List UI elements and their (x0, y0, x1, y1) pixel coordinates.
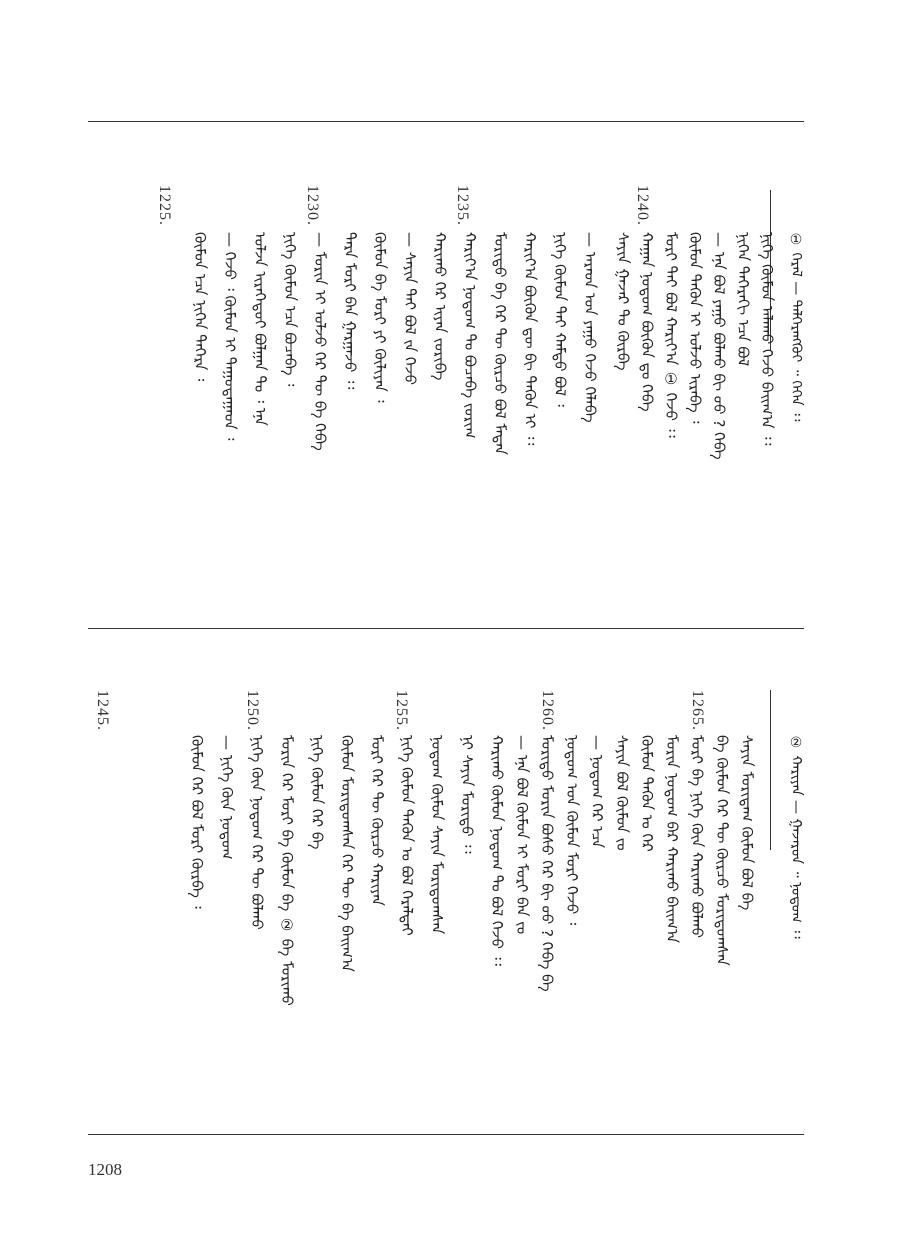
text-line: ᠨᠤᠲᠤᠭ ᠬᠦᠮᠦᠨ ᠰᠠᠶᠢᠨ ᠮᠣᠷᠢᠳᠤᠭᠰᠠᠨ (428, 735, 446, 935)
text-line: — ᠡᠨᠡ ᠪᠣᠯ ᠬᠦᠮᠦᠨ ᠢ ᠮᠣᠷᠢ ᠪᠡᠨ ᠵᠤ (513, 735, 531, 935)
text-line: ᠬᠦᠮᠦᠨ ᠲᠡᠭᠦᠨ ᠤ ᠭᠡᠷ (638, 735, 656, 852)
footnote-rule (770, 690, 771, 850)
line-number: 1255. (393, 690, 410, 731)
text-line: ᠨᠢᠭᠡᠨ ᠳᠡᠭᠡᠷᠡᠬᠢ ᠡᠴᠡ ᠪᠣᠯ (734, 232, 752, 367)
line-number: 1260. (539, 690, 556, 731)
line-number: 1265. (689, 690, 706, 731)
text-line: ᠬᠦᠮᠦᠨ ᠪᠡ ᠮᠣᠷᠢ ᠶᠢ ᠬᠦᠯᠢᠶᠡᠨ ᠄ (371, 232, 389, 403)
text-line: — ᠨᠤᠲᠤᠭ ᠭᠡᠷ ᠡᠴᠡ (588, 735, 606, 848)
text-line: — ᠰᠠᠶᠢᠨ ᠲᠡᠢ ᠪᠣᠯ ᠵᠠ ᠭᠡᠵᠦ (401, 232, 419, 386)
page-number: 1208 (88, 1160, 122, 1179)
text-line: ᠮᠣᠷᠢᠨ ᠭᠡᠷ ᠮᠣᠷᠢ ᠪᠠ ᠬᠦᠮᠦᠨ ᠪᠡ ② ᠪᠡ ᠮᠣᠷᠢᠬᠤ (278, 735, 296, 1006)
line-number: 1250. (244, 690, 261, 731)
footnote: ① ᠭᠡᠷᠡᠯ — ᠳᠡᠯᠭᠡᠷᠡᠩᠭᠦᠢ ᠃ ᠭᠡᠭᠡᠨ ᠄᠄ (788, 232, 804, 422)
text-line: ᠰᠠᠶᠢᠨ ᠭᠠᠵᠠᠷ ᠲᠤ ᠬᠦᠷᠪᠡ (614, 232, 632, 371)
text-line: ᠨᠢᠭᠡ ᠬᠦᠮᠦᠨ ᠡᠴᠡ ᠪᠤᠴᠠᠪᠠ ᠄ (281, 232, 299, 387)
line-number: 1225. (156, 185, 173, 226)
text-line: — ᠡᠨᠡ ᠪᠣᠯ ᠶᠠᠭᠤ ᠪᠣᠯᠬᠤ ᠪᠢ ᠤᠤ ? ᠭᠡᠪᠡ (710, 232, 728, 460)
line-number: 1245. (94, 690, 111, 731)
text-line: — ᠮᠣᠷᠢᠨ ᠢ ᠣᠯᠵᠤ ᠭᠡᠷ ᠲᠦ ᠪᠡ ᠭᠡᠪᠡ (311, 232, 329, 451)
text-line: ᠨᠢᠭᠡ ᠬᠦᠮᠦᠨ ᠲᠡᠢ ᠬᠠᠮᠲᠤ ᠪᠣᠯ ᠄ (551, 232, 569, 407)
text-line: ᠪᠠ ᠬᠦᠮᠦᠨ ᠭᠡᠷ ᠲᠦ ᠬᠦᠷᠴᠦ ᠮᠣᠷᠢᠳᠤᠭᠰᠠᠨ (713, 735, 731, 966)
text-line: ᠨᠢᠭᠡ ᠬᠦᠮᠦᠨ ᠠᠯᠠᠬᠤ ᠭᠡᠵᠦ ᠪᠠᠢᠭ᠎ᠠ ᠄᠄ (758, 232, 776, 446)
text-line: ᠬᠠᠷᠢᠬᠤ ᠭᠡᠷ ᠢᠶᠡᠨ ᠵᠣᠷᠢᠪᠠ (431, 232, 449, 381)
line-number: 1235. (454, 185, 471, 226)
text-line: ᠬᠦᠮᠦᠨ ᠭᠡᠷ ᠪᠣᠯ ᠮᠣᠷᠢ ᠬᠦᠷᠪᠡ ᠄ (188, 735, 206, 909)
text-line: ᠮᠣᠷᠢᠳᠤ ᠪᠠ ᠭᠡᠷ ᠲᠦ ᠬᠦᠷᠴᠦ ᠪᠣᠯ ᠮᠡᠳᠡᠨ (491, 232, 509, 455)
text-line: — ᠠᠷᠠᠳ ᠤᠨ ᠶᠠᠭᠤ ᠭᠡᠵᠦ ᠬᠡᠯᠡᠪᠡ (581, 232, 599, 423)
text-line: ᠨᠢᠭᠡ ᠬᠦᠮᠦᠨ ᠲᠡᠭᠦᠨ ᠤ ᠪᠣᠯ ᠭᠡᠷᠡᠯᠲᠡᠢ (398, 735, 416, 936)
text-line: ᠬᠦᠮᠦᠨ ᠡᠴᠡ ᠨᠢᠭᠡᠨ ᠳᠡᠭᠡᠷᠡ ᠄ (191, 232, 209, 382)
text-line: ᠮᠣᠷᠢ ᠪᠡ ᠨᠢᠭᠡ ᠬᠦᠨ ᠬᠠᠷᠢᠬᠤ ᠪᠣᠯᠬᠤ (688, 735, 706, 939)
text-line: ᠮᠣᠷᠢ ᠭᠡᠷ ᠲᠦ ᠬᠦᠷᠴᠦ ᠬᠠᠷᠢᠶᠠᠨ (368, 735, 386, 906)
text-line: ᠮᠣᠷᠢᠨ ᠨᠤᠲᠤᠭ ᠪᠡᠷ ᠬᠠᠷᠢᠬᠤ ᠪᠠᠢᠭ᠎ᠠ (663, 735, 681, 944)
text-line: ᠣᠯᠵᠠ ᠢᠷᠡᠭᠡᠳᠦᠢ ᠪᠣᠯᠭᠠᠨ ᠲᠤ ᠄ ᠡᠨᠡ (251, 232, 269, 426)
text-line: ᠨᠢᠭᠡ ᠬᠦᠮᠦᠨ ᠭᠡᠷ ᠪᠡ (308, 735, 326, 850)
text-line: ᠬᠠᠷᠢᠶ᠎ᠠ ᠪᠦᠬᠦᠨ ᠳᠦ ᠪᠢ ᠲᠡᠭᠦᠨ ᠢ ᠄᠄ (521, 232, 539, 446)
footnote: ② ᠬᠠᠷᠢᠶᠠᠨ — ᠭᠠᠵᠠᠷᠤᠨ ᠃ ᠨᠤᠲᠤᠭ ᠄᠄ (788, 735, 804, 939)
text-line: ᠬᠠᠭᠠᠨ ᠨᠤᠲᠤᠭ ᠪᠦᠬᠦᠨ ᠳᠤ ᠭᠡᠪᠡ (638, 232, 656, 412)
text-line: ᠨᠤᠲᠤᠭ ᠤᠨ ᠬᠦᠮᠦᠨ ᠮᠣᠷᠢ ᠭᠡᠵᠦ ᠄ (563, 735, 581, 926)
text-line: ᠲᠡᠷᠡ ᠮᠣᠷᠢ ᠪᠠᠨ ᠭᠠᠷᠭᠠᠵᠤ ᠄᠄ (341, 232, 359, 390)
text-line: — ᠨᠢᠭᠡ ᠬᠦᠨ ᠨᠤᠲᠤᠭ (218, 735, 236, 860)
text-line: — ᠭᠡᠵᠦ ᠄ ᠬᠦᠮᠦᠨ ᠢ ᠳᠠᠭᠤᠳᠠᠭᠠᠳ ᠄ (221, 232, 239, 441)
text-line: ᠬᠦᠮᠦᠨ ᠮᠣᠷᠢᠳᠤᠭᠰᠠᠨ ᠭᠡᠷ ᠲᠦ ᠪᠡ ᠪᠠᠢᠭ᠎ᠠ (338, 735, 356, 972)
text-line: ᠮᠣᠷᠢᠳᠤ ᠮᠣᠷᠢᠨ ᠪᠤᠰᠤ ᠭᠡᠷ ᠪᠢ ᠤᠤ ? ᠭᠡᠪᠡ ᠪᠡ (538, 735, 556, 992)
text-line: ᠰᠠᠶᠢᠨ ᠮᠣᠷᠢᠳᠠᠭ ᠬᠦᠮᠦᠨ ᠪᠣᠯ ᠪᠡ (738, 735, 756, 911)
text-line: ᠨᠢ ᠰᠠᠶᠢᠨ ᠮᠣᠷᠢᠳᠤ ᠄᠄ (458, 735, 476, 854)
text-line: ᠮᠣᠷᠢ ᠲᠡᠢ ᠪᠣᠯ ᠬᠠᠷᠢᠶ᠎ᠠ ① ᠭᠡᠵᠦ ᠄᠄ (662, 232, 680, 438)
text-line: ᠬᠦᠮᠦᠨ ᠲᠡᠭᠦᠨ ᠢ ᠣᠯᠵᠤ ᠢᠷᠡᠪᠡ ᠄ (686, 232, 704, 424)
text-line: ᠰᠠᠶᠢᠨ ᠪᠣᠯ ᠬᠦᠮᠦᠨ ᠵᠤ (613, 735, 631, 851)
text-line: ᠨᠢᠭᠡ ᠬᠦᠨ ᠨᠤᠲᠤᠭ ᠭᠡᠷ ᠲᠦ ᠪᠣᠯᠬᠤ (248, 735, 266, 930)
line-number: 1240. (634, 185, 651, 226)
text-line: ᠬᠠᠷᠢᠶ᠎ᠠ ᠨᠤᠲᠤᠭ ᠲᠤ ᠪᠤᠴᠠᠪᠠ ᠵᠣᠷᠢᠭ (461, 232, 479, 439)
line-number: 1230. (304, 185, 321, 226)
text-line: ᠬᠠᠷᠢᠬᠤ ᠬᠦᠮᠦᠨ ᠨᠤᠲᠤᠭ ᠲᠤ ᠪᠣᠯ ᠭᠡᠵᠦ ᠄᠄ (488, 735, 506, 966)
